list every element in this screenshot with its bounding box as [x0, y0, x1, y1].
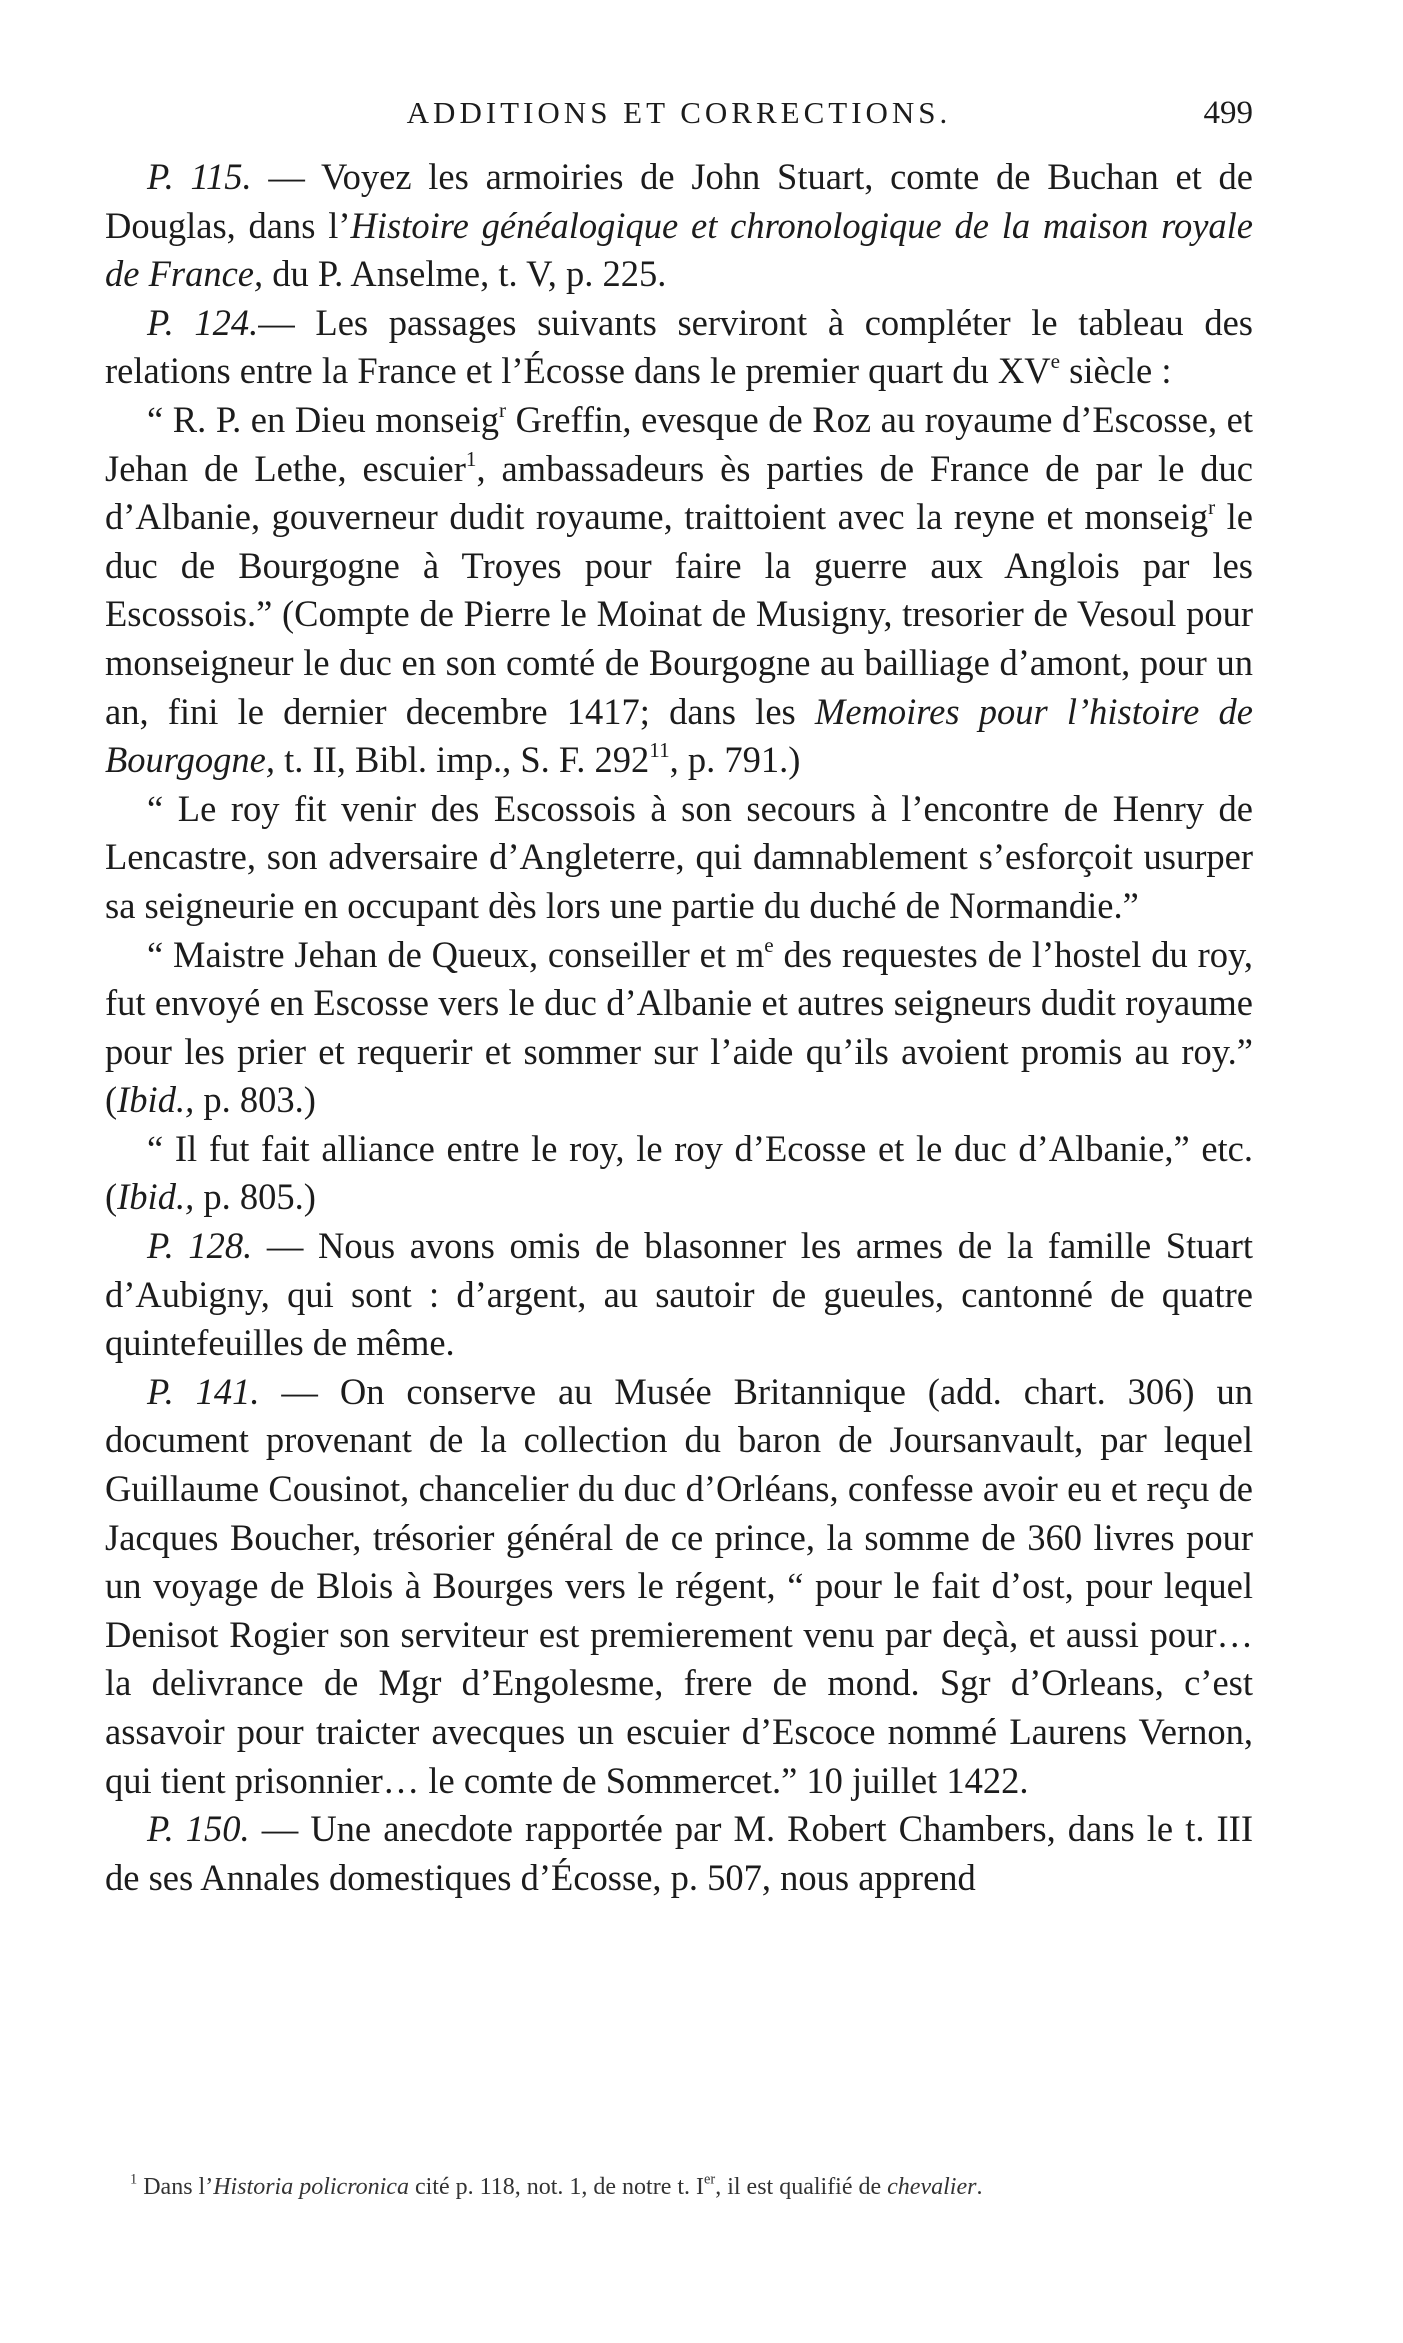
page-number: 499 [1203, 95, 1253, 131]
italic-title: Memoires pour l’histoire de Bourgogne, [105, 690, 1253, 781]
text-run: — Les passages suivants serviront à compléter le tableau des relations entre la France et l’Écosse dans le premier quart du XV [105, 301, 1253, 392]
text-run: “ R. P. en Dieu monseig [147, 398, 500, 440]
quote-paragraph-1 [105, 396, 1253, 785]
text-run: du P. Anselme, t. V, p. 225. [263, 253, 667, 295]
paragraph-p128 [105, 1222, 1253, 1368]
text-run: , p. 791.) [669, 739, 801, 781]
text-run: “ Le roy fit venir des Escossois à son secours à l’encontre de Henry de Lencastre, son adversaire d’Angleterre, qui damnablement s’esforçoit usurper sa seigneurie en occupant dès lors une partie du duché de Normandie.” [105, 787, 1253, 926]
text-run: “ Il fut fait alliance entre le roy, le roy d’Ecosse et le duc d’Albanie,” etc. ( [105, 1127, 1253, 1218]
text-run: , ambassadeurs ès parties de France de par le duc d’Albanie, gouverneur dudit royaume, traittoient avec la reyne et monseig [105, 447, 1254, 538]
page-reference: P. 124. [147, 301, 259, 343]
text-run: “ Maistre Jehan de Queux, conseiller et m [147, 933, 765, 975]
italic-ibid: Ibid., [117, 1176, 195, 1218]
text-run: t. II, Bibl. imp., S. F. 292 [274, 739, 650, 781]
text-run: — Une anecdote rapportée par M. Robert Chambers, dans le t. III de ses Annales domestiques d’Écosse, p. 507, nous apprend [105, 1808, 1253, 1898]
paragraph-p115 [105, 153, 1253, 299]
running-head [105, 95, 1253, 145]
text-run: , il est qualifié de [715, 2174, 888, 2200]
text-run: p. 805.) [194, 1176, 316, 1218]
text-run: — Nous avons omis de blasonner les armes de la famille Stuart d’Aubigny, qui sont : d’argent, au sautoir de gueules, cantonné de quatre quintefeuilles de même. [105, 1225, 1253, 1364]
quote-paragraph-2 [105, 785, 1253, 931]
italic-title: Historia policronica [213, 2174, 409, 2200]
text-run: — On conserve au Musée Britannique (add. chart. 306) un document provenant de la collection du baron de Joursanvault, par lequel Guillaume Cousinot, chancelier du duc d’Orléans, confesse avoir eu et reçu de Jacques Boucher, trésorier général de ce prince, la somme de 360 livres pour un voyage de Blois à Bourges vers le régent, “ pour le fait d’ost, pour lequel Denisot Rogier son serviteur est premierement venu par deçà, et aussi pour… la delivrance de Mgr d’Engolesme, frere de mond. Sgr d’Orleans, c’est assavoir pour traicter avecques un escuier d’Escoce nommé Laurens Vernon, qui tient prisonnier… le comte de Sommercet.” 10 juillet 1422. [105, 1370, 1253, 1801]
text-run: Greffin, evesque de Roz au royaume d’Escosse, et Jehan de Lethe, escuier [105, 398, 1253, 489]
superscript: r [499, 397, 507, 422]
text-run: . [976, 2174, 983, 2200]
superscript: er [704, 2171, 716, 2188]
page-reference: P. 115. [147, 156, 252, 197]
paragraph-p141 [105, 1368, 1253, 1805]
text-run: siècle : [1060, 350, 1172, 392]
paragraph-p124 [105, 299, 1253, 396]
superscript: e [764, 932, 774, 957]
text-run: le duc de Bourgogne à Troyes pour faire la guerre aux Anglois par les Escossois.” (Compte de Pierre le Moinat de Musigny, tresorier de Vesoul pour monseigneur le duc en son comté de Bourgogne au bailliage d’amont, pour un an, fini le dernier decembre 1417; dans les [105, 496, 1254, 732]
footnote-marker: 1 [465, 446, 477, 471]
italic-title: Histoire généalogique et chronologique de la maison royale de France, [105, 204, 1253, 295]
superscript: r [1208, 494, 1216, 519]
page-reference: P. 141. [147, 1370, 260, 1412]
italic-ibid: Ibid., [117, 1079, 195, 1121]
superscript: 11 [649, 737, 670, 762]
quote-paragraph-4 [105, 1125, 1253, 1222]
text-run: p. 803.) [194, 1079, 316, 1121]
body-text [105, 153, 1253, 1902]
text-run: cité p. 118, not. 1, de notre t. I [408, 2174, 705, 2200]
text-run: Dans l’ [137, 2174, 214, 2200]
footnote [130, 2172, 1253, 2202]
quote-paragraph-3 [105, 931, 1253, 1125]
superscript: e [1050, 349, 1060, 374]
header-title: ADDITIONS ET CORRECTIONS. [406, 95, 952, 130]
page-reference: P. 128. [147, 1225, 253, 1267]
footnote-number: 1 [130, 2171, 138, 2188]
italic-word: chevalier [887, 2174, 977, 2200]
page-reference: P. 150. [147, 1808, 250, 1850]
text-run: des requestes de l’hostel du roy, fut envoyé en Escosse vers le duc d’Albanie et autres seigneurs dudit royaume pour les prier et requerir et sommer sur l’aide qu’ils avoient promis au roy.” ( [105, 933, 1253, 1121]
paragraph-p150 [105, 1805, 1253, 1902]
text-run: — Voyez les armoiries de John Stuart, comte de Buchan et de Douglas, dans l’ [105, 156, 1253, 246]
